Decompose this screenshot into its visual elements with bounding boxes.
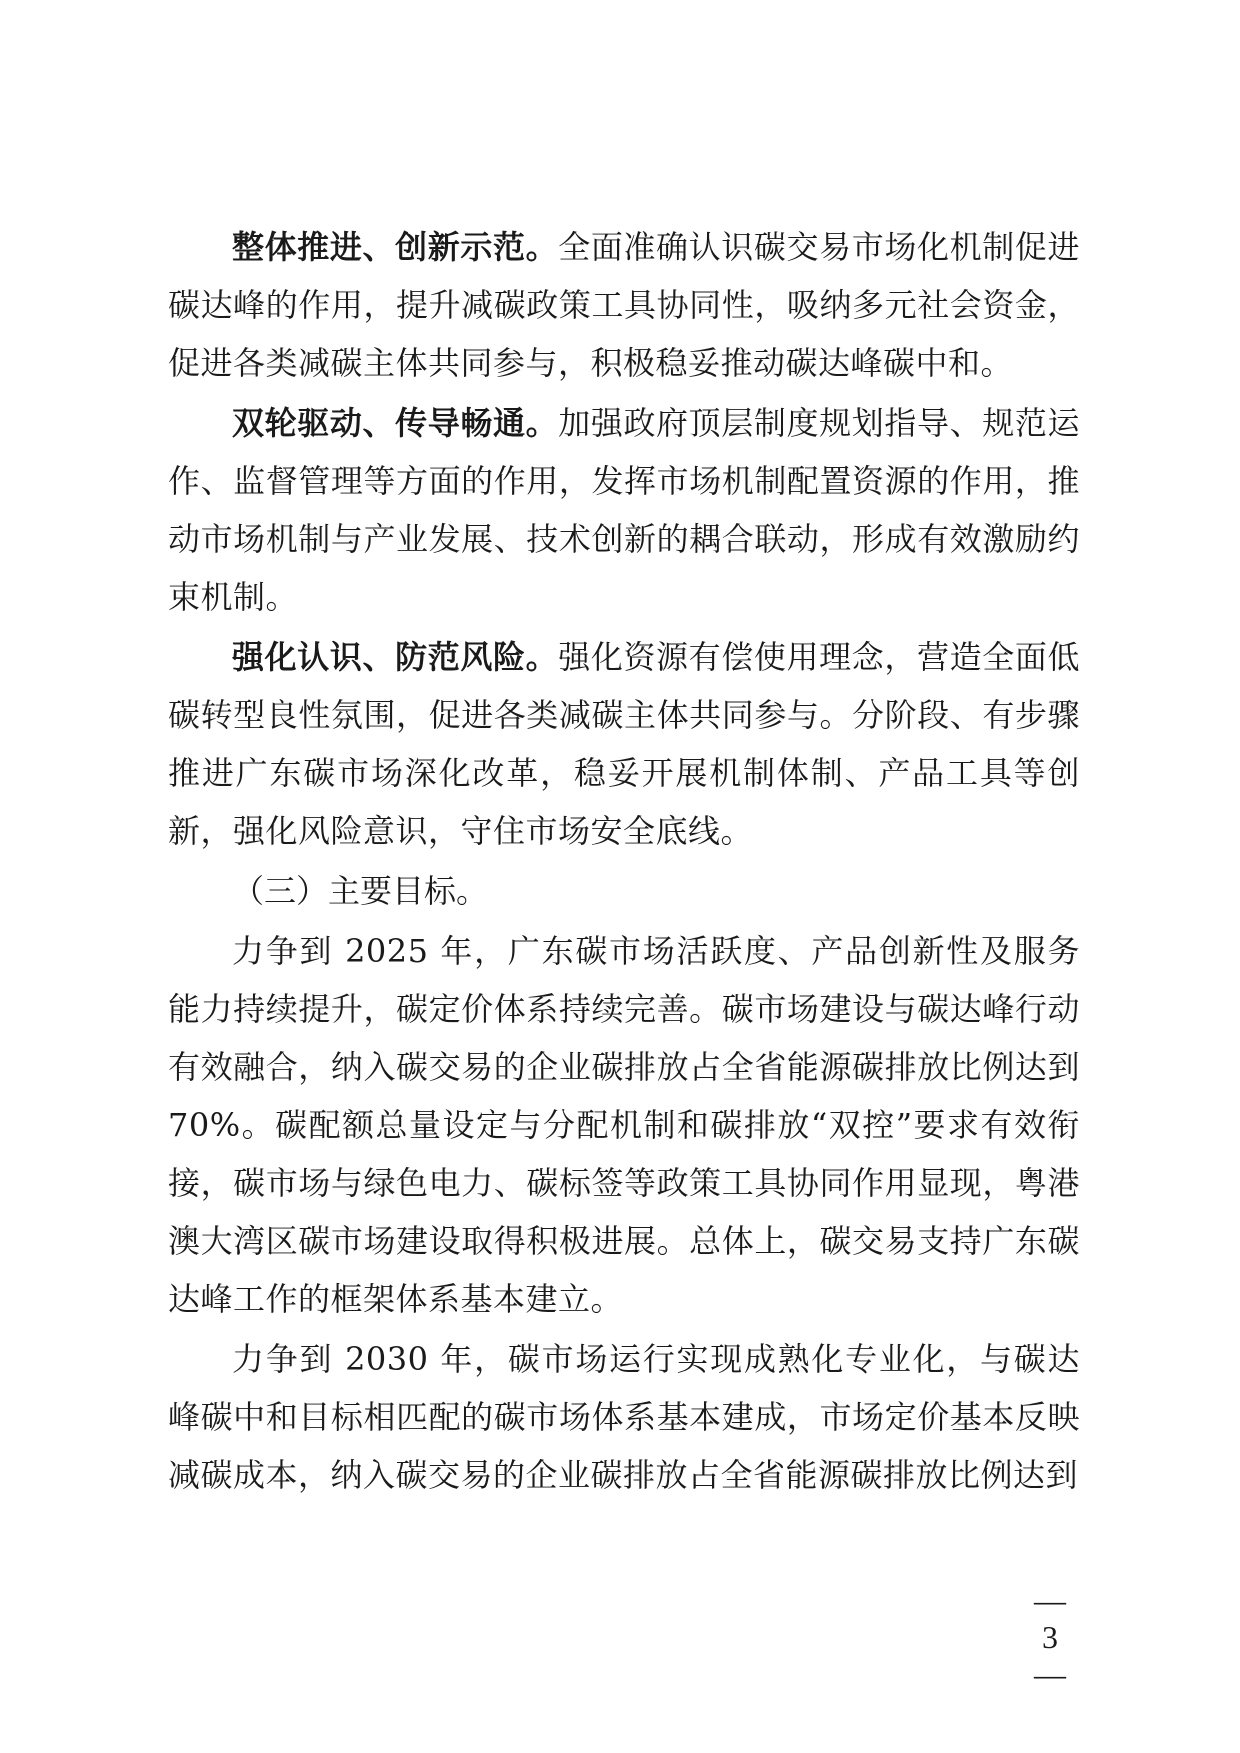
principle-paragraph-1 (168, 218, 1080, 392)
principle-lead-3: 强化认识、防范风险。 (232, 638, 559, 676)
principle-text-2: 加强政府顶层制度规划指导、规范运作、监督管理等方面的作用，发挥市场机制配置资源的作用，推动市场机制与产业发展、技术创新的耦合联动，形成有效激励约束机制。 (168, 404, 1080, 616)
goal-paragraph-2030: 力争到 2030 年，碳市场运行实现成熟化专业化，与碳达峰碳中和目标相匹配的碳市场体系基本建成，市场定价基本反映减碳成本，纳入碳交易的企业碳排放占全省能源碳排放比例达到 (168, 1340, 1080, 1494)
document-body (168, 218, 1080, 1506)
section-heading: （三）主要目标。 (232, 872, 489, 910)
principle-lead-1: 整体推进、创新示范。 (232, 228, 559, 266)
principle-paragraph-3 (168, 628, 1080, 860)
principle-paragraph-2 (168, 394, 1080, 626)
goal-paragraph-2025: 力争到 2025 年，广东碳市场活跃度、产品创新性及服务能力持续提升，碳定价体系持续完善。碳市场建设与碳达峰行动有效融合，纳入碳交易的企业碳排放占全省能源碳排放比例达到 70%。碳配额总量设定与分配机制和碳排放“双控”要求有效衔接，碳市场与绿色电力、碳标签等政策工具协同作用显现，粤港澳大湾区碳市场建设取得积极进展。总体上，碳交易支持广东碳达峰工作的框架体系基本建立。 (168, 932, 1080, 1318)
page-number: — 3 — (1034, 1582, 1072, 1692)
principle-lead-2: 双轮驱动、传导畅通。 (232, 404, 559, 442)
principle-text-1: 全面准确认识碳交易市场化机制促进碳达峰的作用，提升减碳政策工具协同性，吸纳多元社会资金，促进各类减碳主体共同参与，积极稳妥推动碳达峰碳中和。 (168, 228, 1080, 382)
principle-text-3: 强化资源有偿使用理念，营造全面低碳转型良性氛围，促进各类减碳主体共同参与。分阶段、有步骤推进广东碳市场深化改革，稳妥开展机制体制、产品工具等创新，强化风险意识，守住市场安全底线。 (168, 638, 1080, 850)
